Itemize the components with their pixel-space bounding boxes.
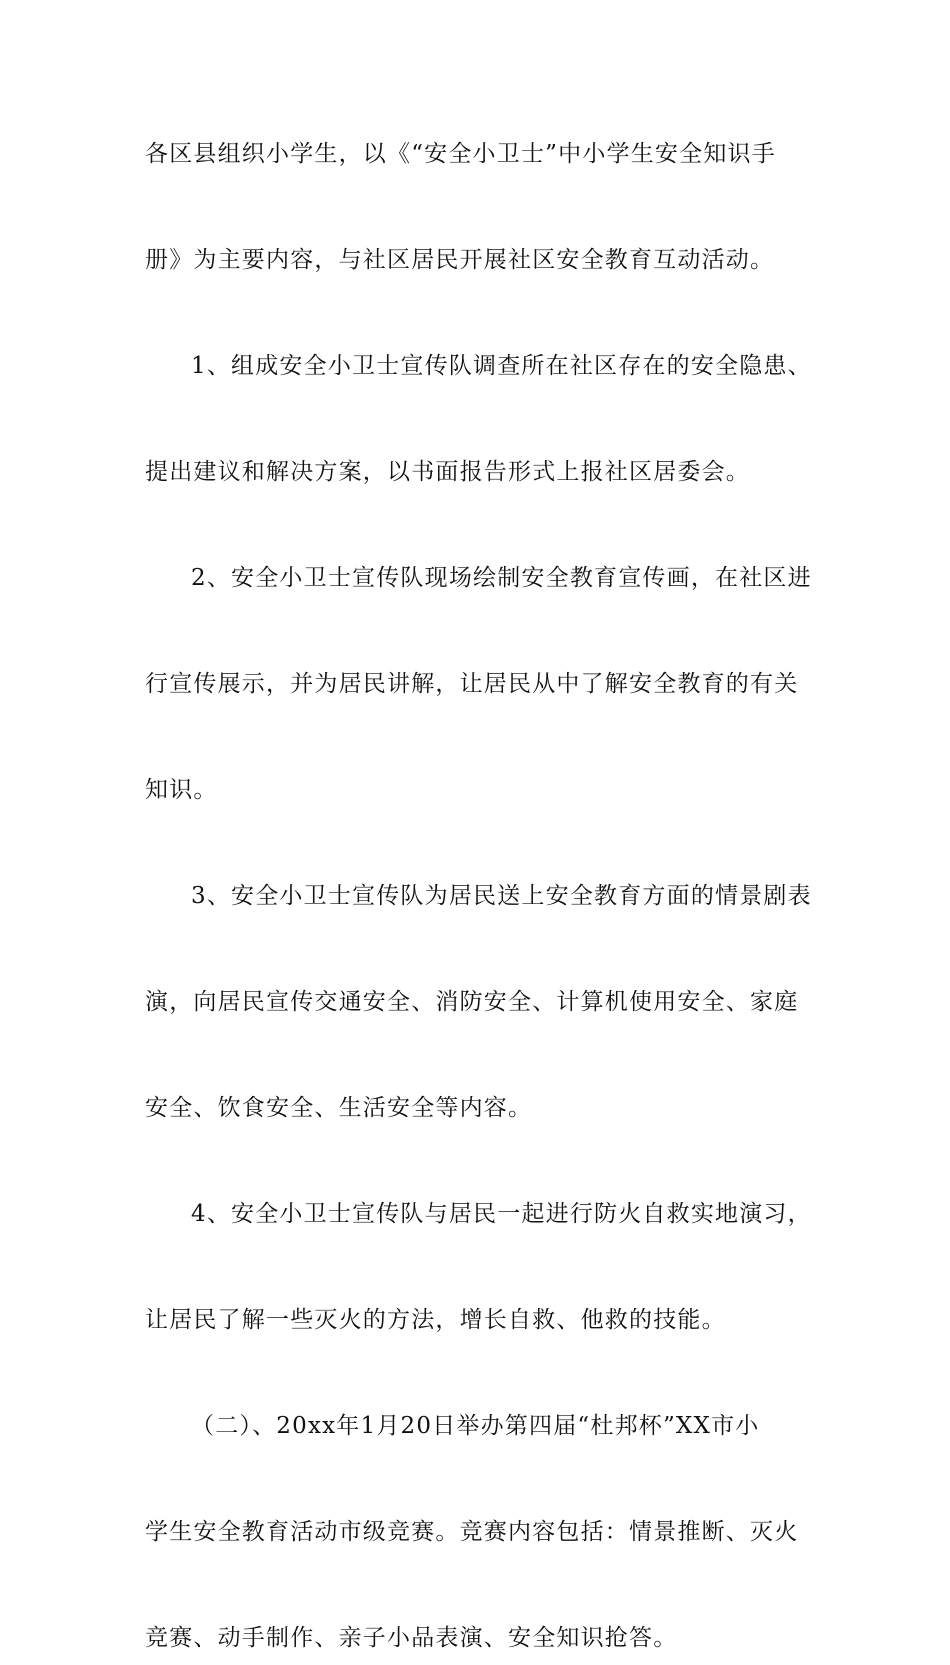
document-body (145, 128, 810, 1665)
line-spacing (145, 1135, 810, 1188)
list-item-1-line: 提出建议和解决方案，以书面报告形式上报社区居委会。 (145, 459, 750, 485)
list-item-2-line: 知识。 (145, 777, 218, 803)
list-item-3-line: 安全、饮食安全、生活安全等内容。 (145, 1095, 533, 1121)
list-item-4-line: 4、安全小卫士宣传队与居民一起进行防火自救实地演习， (191, 1201, 812, 1227)
paragraph-line: 各区县组织小学生，以《“安全小卫士”中小学生安全知识手 (145, 141, 776, 167)
line-spacing (145, 605, 810, 658)
line-spacing (145, 1347, 810, 1400)
line-spacing (145, 499, 810, 552)
line-spacing (145, 1453, 810, 1506)
line-spacing (145, 711, 810, 764)
list-item-3-line: 演，向居民宣传交通安全、消防安全、计算机使用安全、家庭 (145, 989, 799, 1015)
section-two-line: （二）、20xx年1月20日举办第四届“杜邦杯”XX市小 (191, 1413, 760, 1439)
line-spacing (145, 1241, 810, 1294)
list-item-1-line: 1、组成安全小卫士宣传队调查所在社区存在的安全隐患、 (191, 353, 812, 379)
list-item-2-line: 行宣传展示，并为居民讲解，让居民从中了解安全教育的有关 (145, 671, 799, 697)
line-spacing (145, 817, 810, 870)
paragraph-line: 册》为主要内容，与社区居民开展社区安全教育互动活动。 (145, 247, 775, 273)
line-spacing (145, 1559, 810, 1612)
line-spacing (145, 1029, 810, 1082)
section-two-line: 竞赛、动手制作、亲子小品表演、安全知识抢答。 (145, 1625, 678, 1651)
line-spacing (145, 393, 810, 446)
line-spacing (145, 181, 810, 234)
list-item-3-line: 3、安全小卫士宣传队为居民送上安全教育方面的情景剧表 (191, 883, 812, 909)
line-spacing (145, 287, 810, 340)
list-item-2-line: 2、安全小卫士宣传队现场绘制安全教育宣传画，在社区进 (191, 565, 812, 591)
section-two-line: 学生安全教育活动市级竞赛。竞赛内容包括：情景推断、灭火 (145, 1519, 799, 1545)
list-item-4-line: 让居民了解一些灭火的方法，增长自救、他救的技能。 (145, 1307, 726, 1333)
line-spacing (145, 923, 810, 976)
